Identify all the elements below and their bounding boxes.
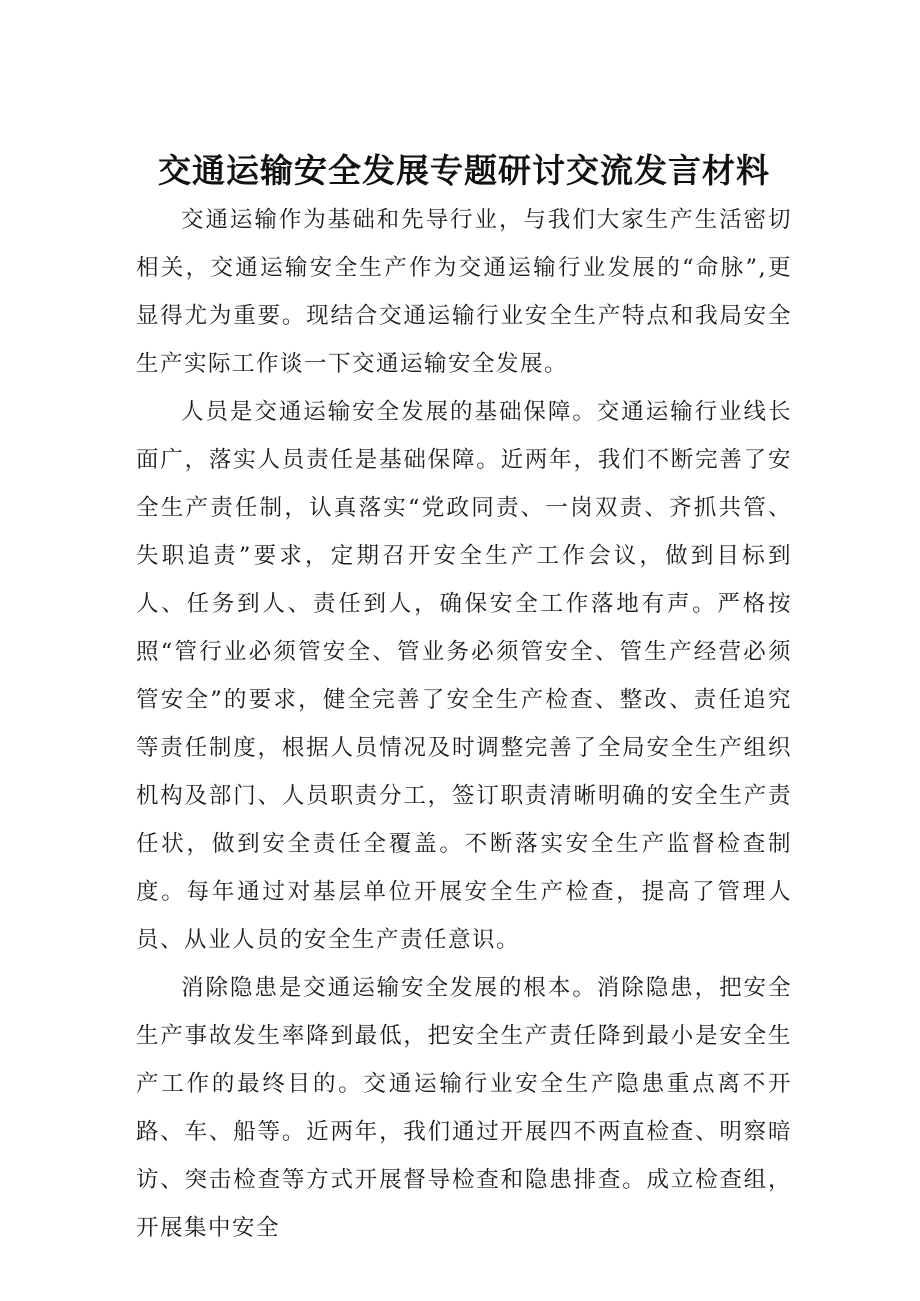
paragraph-hazards: 消除隐患是交通运输安全发展的根本。消除隐患，把安全生产事故发生率降到最低，把安全生产责任降到最小是安全生产工作的最终目的。交通运输行业安全生产隐患重点离不开路、车、船等。近两年，我们通过开展四不两直检查、明察暗访、突击检查等方式开展督导检查和隐患排查。成立检查组，开展集中安全 bbox=[136, 975, 792, 1241]
document-title: 交通运输安全发展专题研讨交流发言材料 bbox=[158, 151, 770, 190]
paragraph-intro: 交通运输作为基础和先导行业，与我们大家生产生活密切相关，交通运输安全生产作为交通运输行业发展的“命脉”,更显得尤为重要。现结合交通运输行业安全生产特点和我局安全生产实际工作谈一下交通运输安全发展。 bbox=[136, 207, 792, 377]
paragraph-personnel: 人员是交通运输安全发展的基础保障。交通运输行业线长面广，落实人员责任是基础保障。近两年，我们不断完善了安全生产责任制，认真落实“党政同责、一岗双责、齐抓共管、失职追责”要求，定期召开安全生产工作会议，做到目标到人、任务到人、责任到人，确保安全工作落地有声。严格按照“管行业必须管安全、管业务必须管安全、管生产经营必须管安全”的要求，健全完善了安全生产检查、整改、责任追究等责任制度，根据人员情况及时调整完善了全局安全生产组织机构及部门、人员职责分工，签订职责清晰明确的安全生产责任状，做到安全责任全覆盖。不断落实安全生产监督检查制度。每年通过对基层单位开展安全生产检查，提高了管理人员、从业人员的安全生产责任意识。 bbox=[136, 399, 792, 953]
